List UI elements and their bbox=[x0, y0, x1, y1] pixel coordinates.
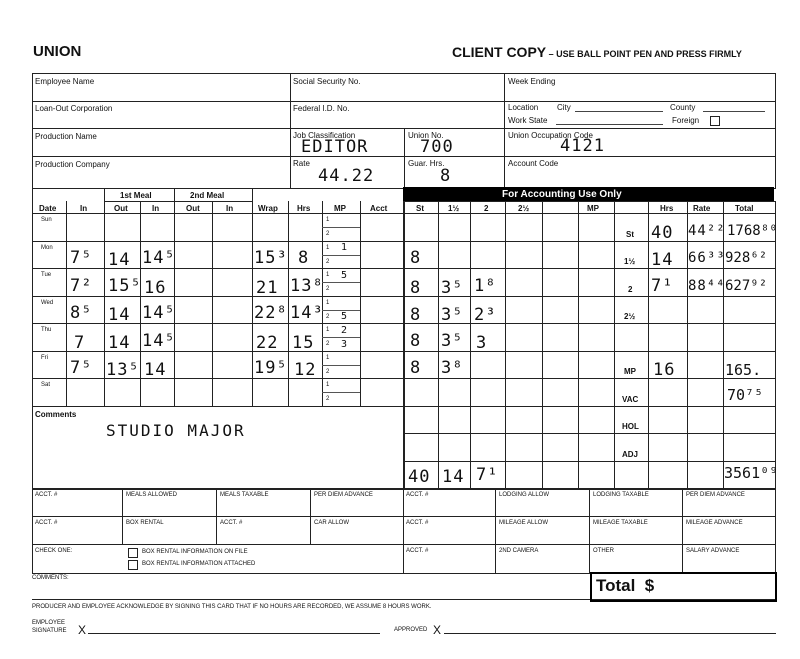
summary-1-5-total[interactable]: 928⁶² bbox=[725, 250, 768, 266]
wed-in-1[interactable]: 8⁵ bbox=[70, 303, 93, 323]
production-company-label: Production Company bbox=[35, 160, 110, 169]
summary-label-adj: ADJ bbox=[622, 450, 639, 459]
second-meal-label: 2nd Meal bbox=[190, 191, 225, 200]
day-fri: Fri bbox=[41, 355, 48, 361]
summary-label-2-5: 2½ bbox=[624, 312, 636, 321]
acct-2-label: ACCT. # bbox=[406, 492, 429, 498]
acct-mon-st[interactable]: 8 bbox=[410, 248, 422, 268]
employee-label: EMPLOYEE bbox=[32, 620, 66, 626]
day-tue: Tue bbox=[41, 272, 52, 278]
wed-out-1[interactable]: 14 bbox=[108, 305, 131, 325]
federal-id-label: Federal I.D. No. bbox=[293, 104, 350, 113]
county-label: County bbox=[670, 103, 696, 112]
mon-in-2[interactable]: 14⁵ bbox=[142, 248, 176, 268]
wed-mp-2[interactable]: 5 bbox=[341, 311, 348, 322]
mileage-allow-label: MILEAGE ALLOW bbox=[499, 520, 549, 526]
summary-label-hol: HOL bbox=[622, 422, 639, 431]
meals-allowed-label: MEALS ALLOWED bbox=[126, 492, 178, 498]
mp-sub-1: 1 bbox=[326, 382, 330, 388]
union-no-value[interactable]: 700 bbox=[420, 137, 454, 157]
acct-5-label: ACCT. # bbox=[406, 520, 429, 526]
total-label: Total $ bbox=[596, 576, 655, 595]
mp-sub-2: 2 bbox=[326, 369, 330, 375]
box-rental-label: BOX RENTAL bbox=[126, 520, 164, 526]
acct-col-2-5: 2½ bbox=[518, 204, 530, 213]
acct-6-label: ACCT. # bbox=[406, 548, 429, 554]
mp-sub-1: 1 bbox=[326, 355, 330, 361]
foreign-checkbox[interactable] bbox=[710, 116, 720, 126]
day-thu: Thu bbox=[41, 327, 52, 333]
summary-st-hrs[interactable]: 40 bbox=[651, 223, 674, 243]
thu-wrap[interactable]: 22 bbox=[256, 333, 279, 353]
approved-x: X bbox=[433, 623, 442, 637]
guar-hrs-label: Guar. Hrs. bbox=[408, 159, 445, 168]
acct-fri-1-5[interactable]: 3⁸ bbox=[441, 358, 464, 378]
box-on-file-label: BOX RENTAL INFORMATION ON FILE bbox=[142, 549, 248, 555]
rate-value[interactable]: 44.22 bbox=[318, 166, 375, 186]
mp-sub-2: 2 bbox=[326, 231, 330, 237]
summary-mp-hrs[interactable]: 16 bbox=[653, 360, 676, 380]
tue-in-1[interactable]: 7² bbox=[70, 276, 93, 296]
rate-label: Rate bbox=[293, 159, 310, 168]
first-meal-label: 1st Meal bbox=[120, 191, 152, 200]
employee-name-label: Employee Name bbox=[35, 77, 95, 86]
city-label: City bbox=[557, 103, 571, 112]
thu-hrs[interactable]: 15 bbox=[292, 333, 315, 353]
acct-col-1-5: 1½ bbox=[448, 204, 460, 213]
col-in-1: In bbox=[80, 204, 88, 213]
production-name-label: Production Name bbox=[35, 132, 97, 141]
fri-out-1[interactable]: 13⁵ bbox=[106, 360, 140, 380]
lodging-taxable-label: LODGING TAXABLE bbox=[593, 492, 649, 498]
summary-2-rate[interactable]: 88⁴⁴ bbox=[688, 278, 726, 294]
mp-sub-2: 2 bbox=[326, 396, 330, 402]
acct-4-label: ACCT. # bbox=[220, 520, 243, 526]
mp-sub-2: 2 bbox=[326, 259, 330, 265]
fri-in-1[interactable]: 7⁵ bbox=[70, 358, 93, 378]
guar-hrs-value[interactable]: 8 bbox=[440, 166, 452, 186]
job-class-value[interactable]: EDITOR bbox=[301, 137, 369, 157]
form-title-union: UNION bbox=[33, 43, 82, 60]
tue-mp-1[interactable]: 5 bbox=[341, 270, 348, 281]
bottom-comments-label: COMMENTS: bbox=[32, 575, 69, 581]
acct-1-label: ACCT. # bbox=[35, 492, 58, 498]
other-label: OTHER bbox=[593, 548, 614, 554]
summary-2-hrs[interactable]: 7¹ bbox=[651, 276, 674, 296]
mp-sub-1: 1 bbox=[326, 272, 330, 278]
wed-hrs[interactable]: 14³ bbox=[290, 303, 324, 323]
tue-out-1[interactable]: 15⁵ bbox=[108, 276, 142, 296]
thu-in-1[interactable]: 7 bbox=[74, 333, 86, 353]
mileage-advance-label: MILEAGE ADVANCE bbox=[686, 520, 743, 526]
mp-sub-1: 1 bbox=[326, 245, 330, 251]
acct-wed-1-5[interactable]: 3⁵ bbox=[441, 305, 464, 325]
summary-label-mp: MP bbox=[624, 367, 636, 376]
employee-signature-line[interactable] bbox=[88, 633, 380, 634]
summary-vac-total[interactable]: 70⁷⁵ bbox=[727, 386, 764, 404]
mp-sub-1: 1 bbox=[326, 300, 330, 306]
acct-col-mp: MP bbox=[587, 204, 599, 213]
mon-mp-1[interactable]: 1 bbox=[341, 242, 348, 253]
ssn-label: Social Security No. bbox=[293, 77, 361, 86]
fri-wrap[interactable]: 19⁵ bbox=[254, 358, 288, 378]
acct-col-2: 2 bbox=[484, 204, 489, 213]
summary-label-st: St bbox=[626, 230, 634, 239]
acct-total-st[interactable]: 40 bbox=[408, 467, 431, 487]
summary-col-rate: Rate bbox=[693, 204, 711, 213]
fri-hrs[interactable]: 12 bbox=[294, 360, 317, 380]
col-date: Date bbox=[39, 204, 57, 213]
box-attached-checkbox[interactable] bbox=[128, 560, 138, 570]
union-occ-value[interactable]: 4121 bbox=[560, 136, 605, 156]
col-mp: MP bbox=[334, 204, 346, 213]
pen-instruction: – USE BALL POINT PEN AND PRESS FIRMLY bbox=[546, 49, 742, 59]
day-wed: Wed bbox=[41, 300, 54, 306]
account-code-label: Account Code bbox=[508, 159, 559, 168]
summary-1-5-rate[interactable]: 66³³ bbox=[688, 250, 726, 266]
summary-st-rate[interactable]: 44²² bbox=[688, 223, 726, 239]
mp-sub-1: 1 bbox=[326, 217, 330, 223]
mon-hrs[interactable]: 8 bbox=[298, 248, 310, 268]
summary-st-total[interactable]: 1768⁸⁰ bbox=[727, 223, 778, 239]
tue-in-2[interactable]: 16 bbox=[144, 278, 167, 298]
summary-label-vac: VAC bbox=[622, 395, 639, 404]
acct-wed-st[interactable]: 8 bbox=[410, 305, 422, 325]
signature-x: X bbox=[78, 623, 87, 637]
acct-thu-1-5[interactable]: 3⁵ bbox=[441, 331, 464, 351]
loanout-label: Loan-Out Corporation bbox=[35, 104, 113, 113]
work-state-label: Work State bbox=[508, 116, 548, 125]
mon-in-1[interactable]: 7⁵ bbox=[70, 248, 93, 268]
check-one-label: CHECK ONE: bbox=[35, 548, 73, 554]
mileage-taxable-label: MILEAGE TAXABLE bbox=[593, 520, 648, 526]
day-mon: Mon bbox=[41, 245, 53, 251]
acct-total-1-5[interactable]: 14 bbox=[442, 467, 465, 487]
client-copy-title bbox=[452, 44, 742, 60]
meals-taxable-label: MEALS TAXABLE bbox=[220, 492, 269, 498]
thu-mp-2[interactable]: 3 bbox=[341, 339, 348, 350]
acct-tue-1-5[interactable]: 3⁵ bbox=[441, 278, 464, 298]
car-allow-label: CAR ALLOW bbox=[314, 520, 350, 526]
col-out-1: Out bbox=[114, 204, 128, 213]
col-in-3: In bbox=[226, 204, 234, 213]
acct-total-2[interactable]: 7¹ bbox=[476, 465, 499, 485]
acct-thu-2[interactable]: 3 bbox=[476, 333, 488, 353]
per-diem-advance-label: PER DIEM ADVANCE bbox=[314, 492, 373, 498]
second-camera-label: 2ND CAMERA bbox=[499, 548, 539, 554]
acct-col-st: St bbox=[416, 204, 424, 213]
approved-signature-line[interactable] bbox=[444, 633, 776, 634]
accounting-banner-label: For Accounting Use Only bbox=[502, 189, 622, 200]
acct-fri-st[interactable]: 8 bbox=[410, 358, 422, 378]
client-copy-label: CLIENT COPY bbox=[452, 44, 547, 60]
col-in-2: In bbox=[152, 204, 160, 213]
tue-wrap[interactable]: 21 bbox=[256, 278, 279, 298]
tue-hrs[interactable]: 13⁸ bbox=[290, 276, 324, 296]
fri-in-2[interactable]: 14 bbox=[144, 360, 167, 380]
salary-advance-label: SALARY ADVANCE bbox=[686, 548, 740, 554]
comments-label: Comments bbox=[35, 410, 77, 419]
wed-in-2[interactable]: 14⁵ bbox=[142, 303, 176, 323]
per-diem-advance-2-label: PER DIEM ADVANCE bbox=[686, 492, 745, 498]
acknowledgement-text: PRODUCER AND EMPLOYEE ACKNOWLEDGE BY SIGNING THIS CARD THAT IF NO HOURS ARE RECORDED, WE ASSUME 8 HOURS WORK. bbox=[32, 604, 432, 610]
summary-2-total[interactable]: 627⁹² bbox=[725, 278, 768, 294]
mon-out-1[interactable]: 14 bbox=[108, 250, 131, 270]
mp-sub-1: 1 bbox=[326, 327, 330, 333]
acct-tue-2[interactable]: 1⁸ bbox=[474, 276, 497, 296]
union-no-label: Union No. bbox=[408, 131, 444, 140]
approved-label: APPROVED bbox=[394, 627, 428, 633]
summary-grand-total[interactable]: 3561⁰⁹ bbox=[724, 464, 779, 482]
thu-in-2[interactable]: 14⁵ bbox=[142, 331, 176, 351]
location-label: Location bbox=[508, 103, 539, 112]
thu-mp-1[interactable]: 2 bbox=[341, 325, 348, 336]
week-ending-label: Week Ending bbox=[508, 77, 556, 86]
comments-value[interactable]: STUDIO MAJOR bbox=[106, 421, 246, 440]
mp-sub-2: 2 bbox=[326, 341, 330, 347]
acct-tue-st[interactable]: 8 bbox=[410, 278, 422, 298]
summary-1-5-hrs[interactable]: 14 bbox=[651, 250, 674, 270]
acct-3-label: ACCT. # bbox=[35, 520, 58, 526]
box-attached-label: BOX RENTAL INFORMATION ATTACHED bbox=[142, 561, 256, 567]
day-sun: Sun bbox=[41, 217, 52, 223]
summary-col-hrs: Hrs bbox=[660, 204, 674, 213]
union-occ-label: Union Occupation Code bbox=[508, 131, 593, 140]
foreign-label: Foreign bbox=[672, 116, 700, 125]
acct-wed-2[interactable]: 2³ bbox=[474, 305, 497, 325]
col-hrs: Hrs bbox=[297, 204, 311, 213]
box-on-file-checkbox[interactable] bbox=[128, 548, 138, 558]
job-class-label: Job Classification bbox=[293, 131, 356, 140]
summary-label-1-5: 1½ bbox=[624, 257, 636, 266]
wed-wrap[interactable]: 22⁸ bbox=[254, 303, 288, 323]
col-acct: Acct bbox=[370, 204, 388, 213]
summary-label-2: 2 bbox=[628, 285, 633, 294]
signature-label: SIGNATURE bbox=[32, 628, 67, 634]
thu-out-1[interactable]: 14 bbox=[108, 333, 131, 353]
mp-sub-2: 2 bbox=[326, 286, 330, 292]
acct-thu-st[interactable]: 8 bbox=[410, 331, 422, 351]
col-out-2: Out bbox=[186, 204, 200, 213]
summary-mp-total[interactable]: 165. bbox=[725, 361, 762, 379]
summary-col-total: Total bbox=[735, 204, 754, 213]
mon-wrap[interactable]: 15³ bbox=[254, 248, 288, 268]
lodging-allow-label: LODGING ALLOW bbox=[499, 492, 550, 498]
time-grid bbox=[32, 188, 405, 490]
mp-sub-2: 2 bbox=[326, 314, 330, 320]
day-sat: Sat bbox=[41, 382, 51, 388]
col-wrap: Wrap bbox=[258, 204, 278, 213]
